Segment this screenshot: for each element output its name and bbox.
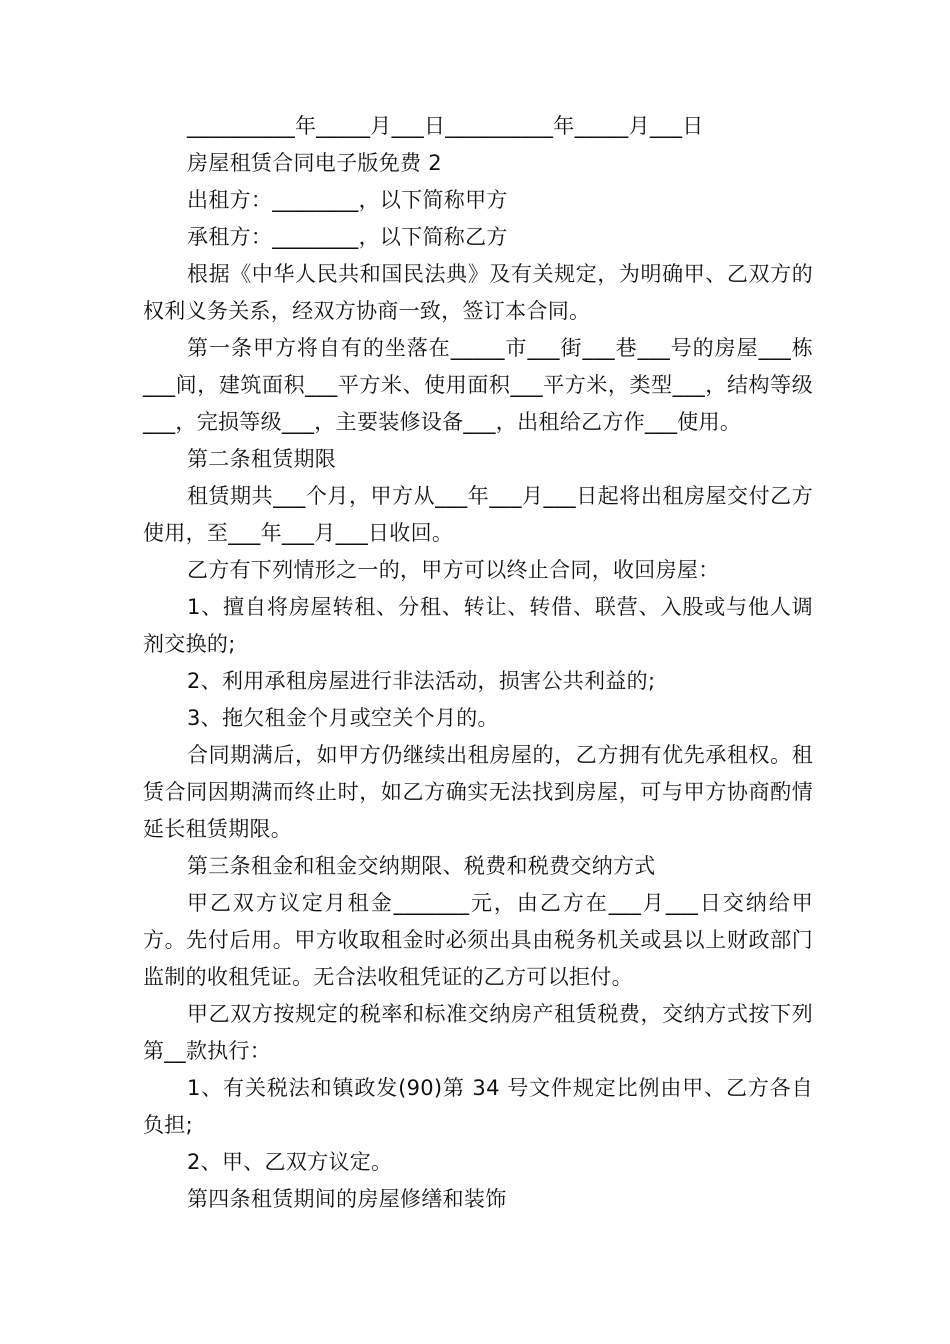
article-3-heading: 第三条租金和租金交纳期限、税费和税费交纳方式 xyxy=(187,854,656,878)
article-4-heading: 第四条租赁期间的房屋修缮和装饰 xyxy=(187,1187,507,1211)
contract-body xyxy=(143,108,813,1218)
article-1-paragraph: 第一条甲方将自有的坐落在_____市___街___巷___号的房屋___栋___间，建筑面积___平方米、使用面积___平方米，类型___，结构等级___，完损等级___，主要装修设备___，出租给乙方作___使用。 xyxy=(143,336,813,434)
lease-term-paragraph: 租赁期共___个月，甲方从___年___月___日起将出租房屋交付乙方使用，至___年___月___日收回。 xyxy=(143,484,813,545)
tax-paragraph: 甲乙双方按规定的税率和标准交纳房产租赁税费，交纳方式按下列第__款执行： xyxy=(143,1002,813,1063)
lessee-line: 承租方：________，以下简称乙方 xyxy=(187,225,508,249)
termination-item-3: 3、拖欠租金个月或空关个月的。 xyxy=(187,706,499,730)
contract-title: 房屋租赁合同电子版免费 2 xyxy=(187,151,442,175)
rent-paragraph: 甲乙双方议定月租金_______元，由乙方在___月___日交纳给甲方。先付后用。甲方收取租金时必须出具由税务机关或县以上财政部门监制的收租凭证。无合法收租凭证的乙方可以拒付。 xyxy=(143,891,813,989)
termination-intro: 乙方有下列情形之一的，甲方可以终止合同，收回房屋： xyxy=(187,558,720,582)
signature-date-line: __________年_____月___日__________年_____月___日 xyxy=(187,114,704,138)
termination-item-2: 2、利用承租房屋进行非法活动，损害公共利益的; xyxy=(187,669,656,693)
tax-item-1: 1、有关税法和镇政发(90)第 34 号文件规定比例由甲、乙方各自负担; xyxy=(143,1076,813,1137)
preamble-paragraph: 根据《中华人民共和国民法典》及有关规定，为明确甲、乙双方的权利义务关系，经双方协商一致，签订本合同。 xyxy=(143,262,813,323)
renewal-paragraph: 合同期满后，如甲方仍继续出租房屋的，乙方拥有优先承租权。租赁合同因期满而终止时，如乙方确实无法找到房屋，可与甲方协商酌情延长租赁期限。 xyxy=(143,743,813,841)
tax-item-2: 2、甲、乙双方议定。 xyxy=(187,1150,393,1174)
lessor-line: 出租方：________，以下简称甲方 xyxy=(187,188,508,212)
termination-item-1: 1、擅自将房屋转租、分租、转让、转借、联营、入股或与他人调剂交换的; xyxy=(143,595,813,656)
article-2-heading: 第二条租赁期限 xyxy=(187,447,337,471)
